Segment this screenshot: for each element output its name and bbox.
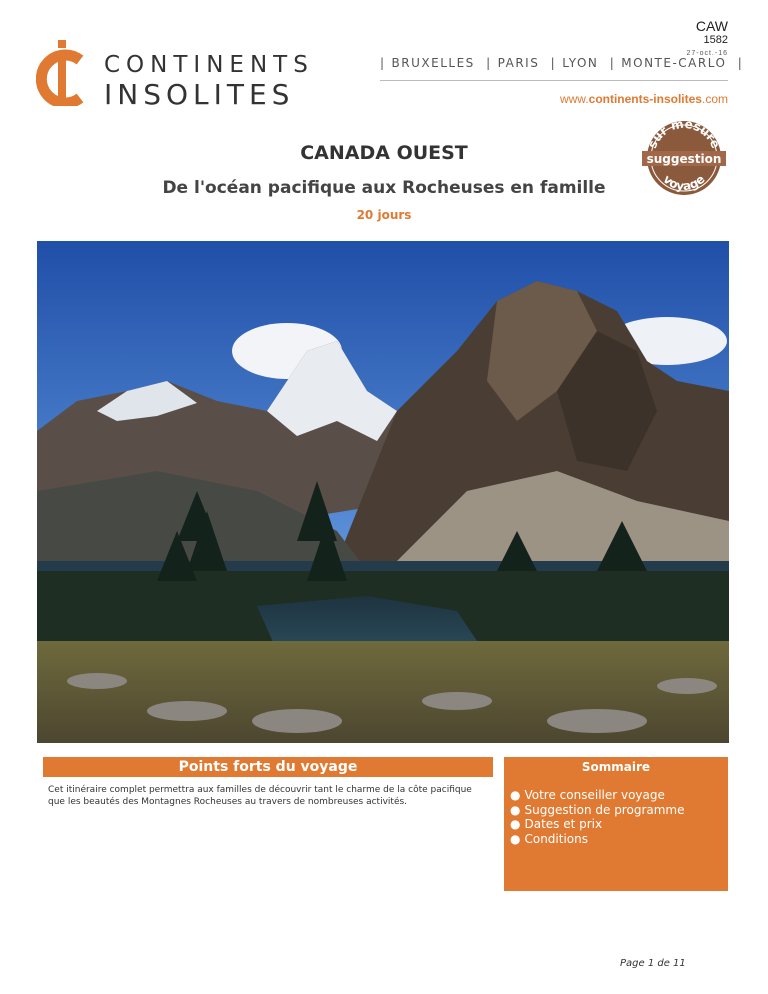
header-divider (380, 80, 728, 81)
office-item: MONTE-CARLO (621, 56, 727, 70)
summary-box (504, 757, 728, 891)
stamp-bottom-text: voyage (660, 172, 708, 194)
trip-duration: 20 jours (356, 208, 412, 222)
ci-logo-icon (36, 40, 100, 106)
highlights-heading: Points forts du voyage (43, 757, 493, 777)
highlights-text: Cet itinéraire complet permettra aux familles de découvrir tant le charme de la côte pacifique que les beautés des Montagnes Rocheuses au travers de nombreuses activités. (48, 785, 472, 807)
summary-heading: Sommaire (581, 760, 651, 774)
summary-item[interactable]: ● Conditions (510, 831, 588, 846)
company-logo (36, 40, 356, 110)
ref-date: 27-oct.-16 (686, 50, 728, 57)
page-number: Page 1 de 11 (620, 958, 686, 969)
summary-item[interactable]: ● Suggestion de programme (510, 802, 685, 817)
office-item: LYON (562, 56, 599, 70)
office-item: PARIS (497, 56, 540, 70)
trip-subtitle: De l'océan pacifique aux Rocheuses en famille (162, 178, 606, 198)
stamp-top-text: sur mesure (645, 118, 723, 151)
ref-code: CAW (695, 18, 728, 34)
mountain-landscape-photo (37, 241, 729, 743)
website-link[interactable]: www.continents-insolites.com (559, 92, 728, 106)
summary-item[interactable]: ● Dates et prix (510, 817, 603, 831)
logo-line-1: CONTINENTS (104, 52, 314, 78)
offices-list: | BRUXELLES | PARIS | LYON | MONTE-CARLO | (380, 56, 744, 70)
office-item: BRUXELLES (391, 56, 475, 70)
summary-list (504, 788, 728, 846)
reference-code (686, 18, 728, 57)
stamp-middle-text: suggestion (646, 152, 722, 166)
logo-line-2: INSOLITES (104, 78, 295, 111)
ref-number: 1582 (703, 34, 728, 46)
summary-item[interactable]: ● Votre conseiller voyage (510, 788, 665, 802)
trip-title: CANADA OUEST (300, 142, 468, 164)
